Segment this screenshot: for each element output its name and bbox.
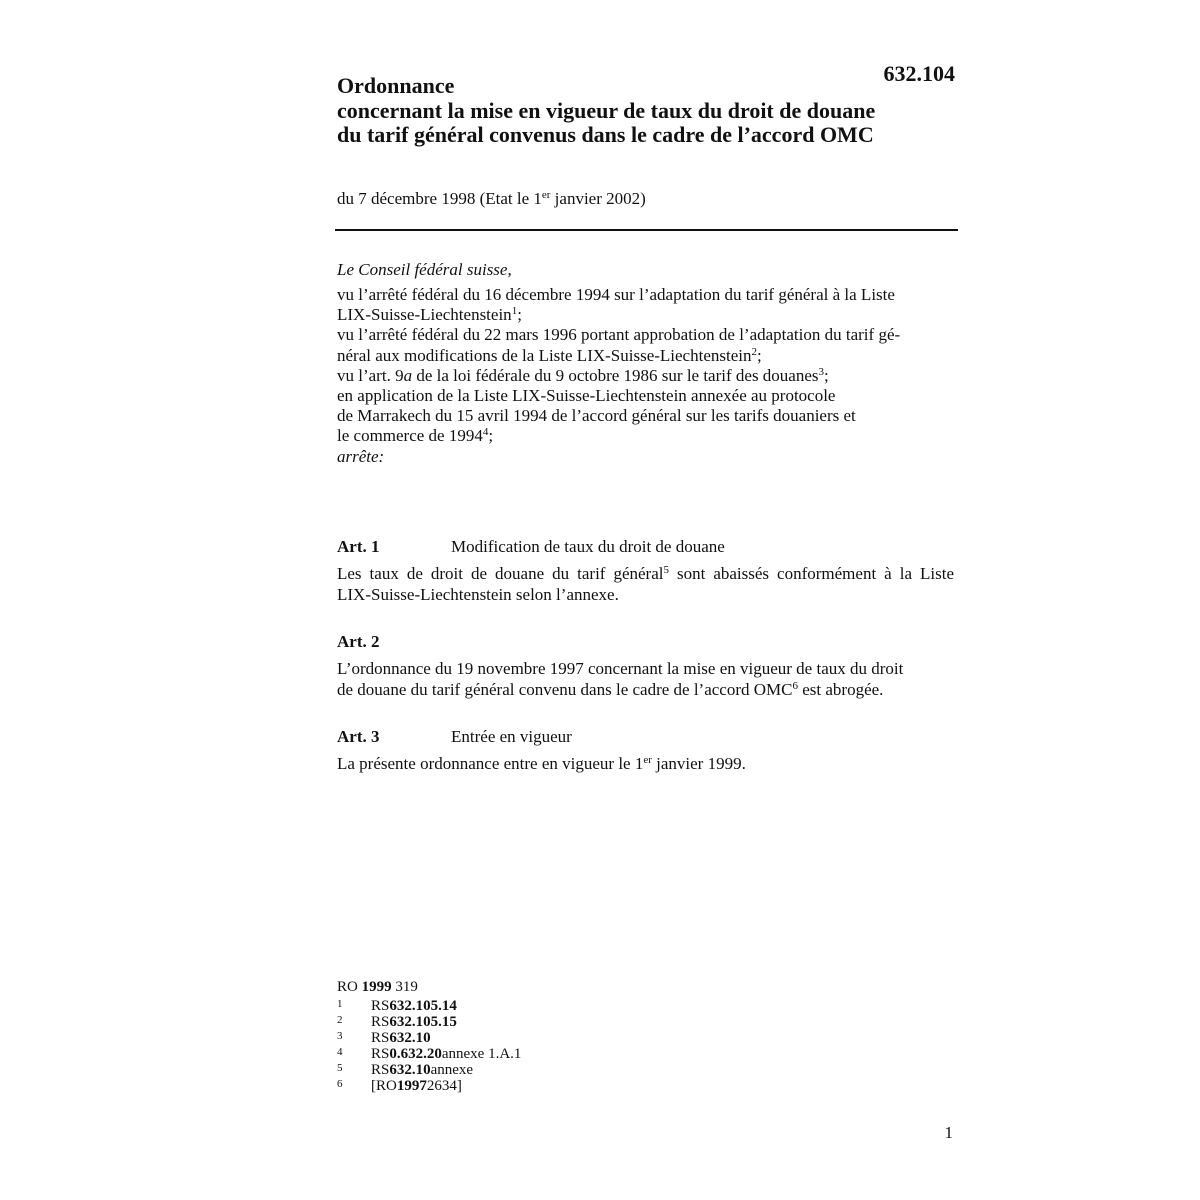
article-heading — [337, 631, 957, 653]
page-number: 1 — [944, 1123, 953, 1142]
article-text-line — [337, 754, 957, 775]
article-heading — [337, 536, 957, 558]
preamble-line: vu l’arrêté fédéral du 22 mars 1996 portant approbation de l’adaptation du tarif gé- — [337, 325, 901, 345]
ro-page: 319 — [391, 979, 418, 995]
article-text-line: L’ordonnance du 19 novembre 1997 concernant la mise en vigueur de taux du droit — [337, 659, 904, 678]
footnote-number: 4 — [337, 1046, 343, 1058]
article-1 — [337, 536, 957, 605]
footnote-prefix: RS — [371, 1046, 390, 1062]
footnote — [337, 1030, 521, 1046]
preamble-text: néral aux modifications de la Liste LIX-Suisse-Liechtenstein — [337, 345, 752, 365]
footnote-ref[interactable]: 632.105.15 — [389, 1014, 457, 1030]
footnote-ref[interactable]: 1997 — [396, 1078, 427, 1094]
preamble-italic: a — [403, 365, 413, 385]
article-heading — [337, 726, 957, 748]
preamble-punct: ; — [488, 426, 494, 446]
title-line: du tarif général convenus dans le cadre de l’accord OMC — [337, 122, 874, 147]
footnotes — [337, 977, 521, 1094]
decree-word: arrête: — [337, 446, 385, 466]
preamble-line — [337, 366, 957, 386]
footnote-suffix: annexe 1.A.1 — [441, 1046, 522, 1062]
footnote-prefix: RS — [371, 1014, 390, 1030]
article-number: Art. 1 — [337, 537, 380, 556]
preamble-text: vu l’art. 9 — [337, 365, 404, 385]
footnote — [337, 1046, 521, 1062]
article-text-line: LIX-Suisse-Liechtenstein selon l’annexe. — [337, 584, 619, 604]
title-line: Ordonnance — [337, 73, 455, 98]
article-text: La présente ordonnance entre en vigueur le 1 — [337, 754, 644, 773]
footnote-prefix: RS — [371, 1062, 390, 1078]
article-number: Art. 3 — [337, 727, 380, 746]
preamble-punct: ; — [517, 305, 522, 325]
article-text: Les taux de droit de douane du tarif général — [337, 564, 664, 583]
footnote — [337, 1014, 521, 1030]
preamble-text: de la loi fédérale du 9 octobre 1986 sur le tarif des douanes — [412, 365, 819, 385]
preamble-line: de Marrakech du 15 avril 1994 de l’accord général sur les tarifs douaniers et — [337, 406, 856, 426]
footnote-ref[interactable]: 632.105.14 — [389, 998, 457, 1014]
footnote-prefix: RS — [371, 998, 390, 1014]
footnote-ref[interactable]: 632.10 — [389, 1062, 431, 1078]
footnote-ref[interactable]: 632.10 — [389, 1030, 431, 1046]
preamble-punct: ; — [756, 345, 762, 365]
footnote-ref[interactable]: 0.632.20 — [389, 1046, 442, 1062]
preamble-line — [337, 426, 957, 446]
article-text: de douane du tarif général convenu dans le cadre de l’accord OMC — [337, 679, 793, 699]
issuer: Le Conseil fédéral suisse, — [337, 260, 512, 279]
title-line: concernant la mise en vigueur de taux du droit de douane — [337, 97, 876, 123]
article-3 — [337, 726, 957, 775]
article-title: Modification de taux du droit de douane — [451, 537, 725, 556]
footnote-ref-2[interactable]: 2 — [751, 345, 757, 358]
preamble — [337, 259, 957, 467]
preamble-line: vu l’arrêté fédéral du 16 décembre 1994 sur l’adaptation du tarif général à la Liste — [337, 285, 895, 304]
footnote — [337, 1078, 521, 1094]
footnote — [337, 1062, 521, 1078]
date-suffix: janvier 2002) — [550, 189, 646, 208]
preamble-line — [337, 346, 957, 366]
footnote-suffix: annexe — [430, 1062, 474, 1078]
articles — [337, 536, 957, 801]
article-superscript: er — [643, 754, 652, 766]
date-prefix: du 7 décembre 1998 (Etat le 1 — [337, 189, 542, 208]
footnote-number: 5 — [337, 1062, 343, 1074]
footnote-ref-1[interactable]: 1 — [511, 305, 518, 318]
ro-reference — [337, 977, 521, 997]
footnote-ref-4[interactable]: 4 — [482, 426, 489, 439]
document-date — [337, 188, 646, 210]
footnote-ref-5[interactable]: 5 — [663, 564, 669, 576]
article-text: janvier 1999. — [651, 754, 746, 773]
article-text: est abrogée. — [798, 679, 884, 699]
footnote-suffix: 2634] — [426, 1078, 462, 1094]
footnote-number: 1 — [337, 998, 343, 1010]
article-text: sont abaissés conformément à la Liste — [668, 564, 954, 583]
article-title: Entrée en vigueur — [451, 727, 572, 746]
article-text-line — [337, 680, 957, 701]
ro-year: 1999 — [361, 979, 392, 995]
footnote-number: 2 — [337, 1014, 343, 1026]
footnote-ref-6[interactable]: 6 — [792, 679, 798, 692]
ro-prefix: RO — [337, 979, 362, 995]
document-title — [337, 74, 937, 148]
article-2 — [337, 631, 957, 700]
preamble-punct: ; — [824, 365, 829, 385]
sr-number: 632.104 — [883, 61, 955, 86]
footnote-prefix: RS — [371, 1030, 390, 1046]
footnote-ref-3[interactable]: 3 — [818, 365, 825, 378]
date-superscript: er — [541, 189, 551, 201]
preamble-line: en application de la Liste LIX-Suisse-Liechtenstein annexée au protocole — [337, 386, 836, 406]
header-divider — [335, 229, 958, 231]
footnote — [337, 998, 521, 1014]
article-number: Art. 2 — [337, 632, 380, 651]
preamble-text: LIX-Suisse-Liechtenstein — [337, 305, 512, 325]
footnote-prefix: [RO — [371, 1078, 397, 1094]
preamble-text: le commerce de 1994 — [337, 426, 483, 446]
article-text-line — [337, 564, 954, 585]
preamble-line — [337, 305, 957, 325]
footnote-number: 3 — [337, 1030, 343, 1042]
footnote-number: 6 — [337, 1078, 343, 1090]
